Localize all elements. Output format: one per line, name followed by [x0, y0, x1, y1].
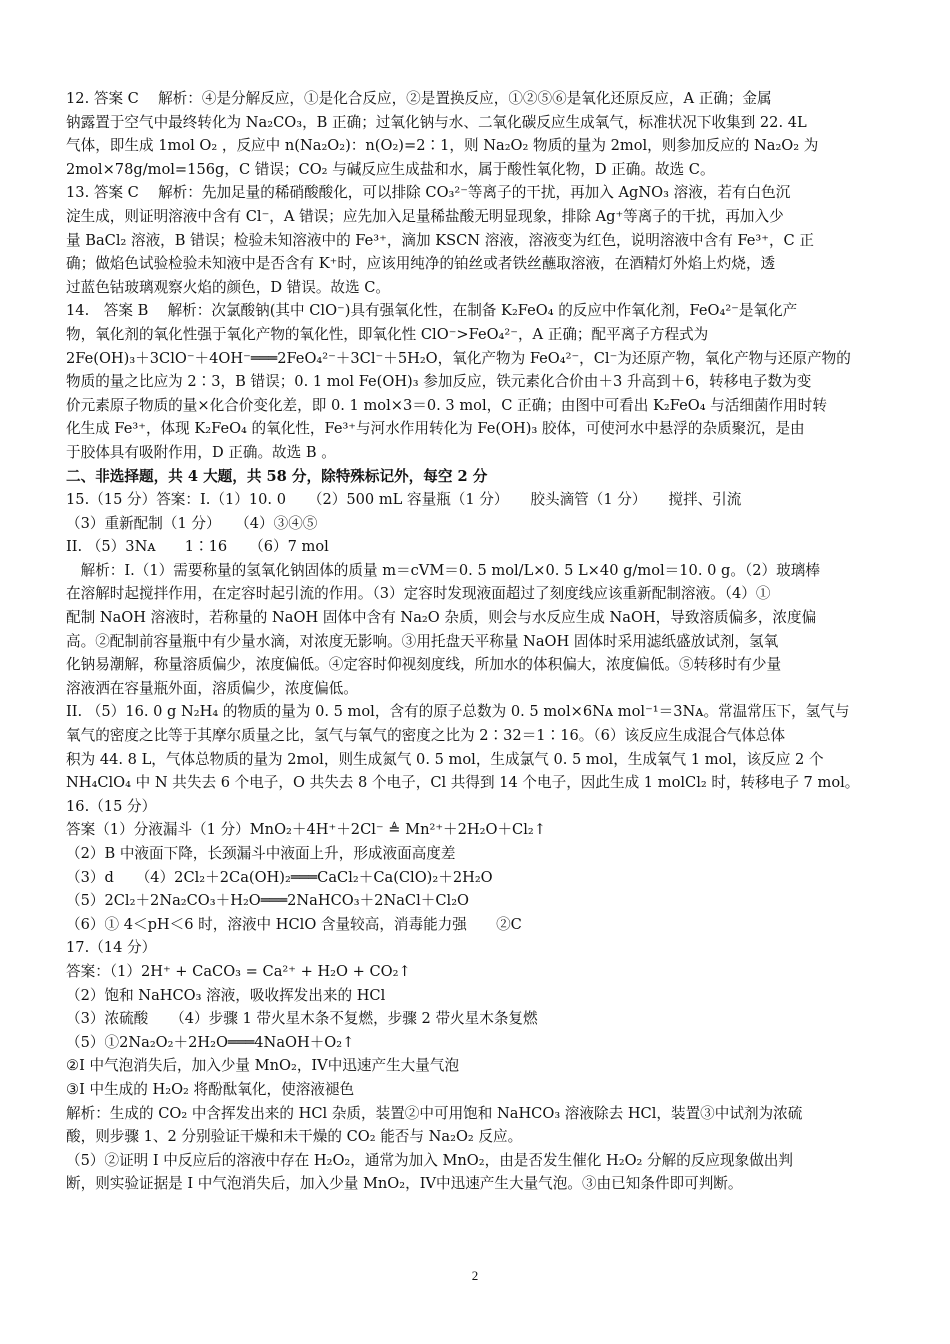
text-line: 在溶解时起搅拌作用，在定容时起引流的作用。（3）定容时发现液面超过了刻度线应该重新配制溶液。（4）① — [66, 585, 771, 603]
text-line: 过蓝色钴玻璃观察火焰的颜色，D 错误。故选 C。 — [66, 278, 391, 296]
text-line: （3）d （4）2Cl₂＋2Ca(OH)₂═══CaCl₂＋Ca(ClO)₂＋2H₂O — [66, 868, 493, 886]
text-line: （5）2Cl₂＋2Na₂CO₃＋H₂O═══2NaHCO₃＋2NaCl＋Cl₂O — [66, 892, 470, 910]
text-line: 答案：（1）2H⁺ + CaCO₃ = Ca²⁺ + H₂O + CO₂↑ — [66, 962, 411, 980]
text-line: （5）②证明 I 中反应后的溶液中存在 H₂O₂，通常为加入 MnO₂，由是否发生催化 H₂O₂ 分解的反应现象做出判 — [66, 1151, 793, 1169]
text-line: （2）B 中液面下降，长颈漏斗中液面上升，形成液面高度差 — [66, 845, 456, 862]
text-line: （5）①2Na₂O₂＋2H₂O═══4NaOH＋O₂↑ — [66, 1033, 355, 1051]
text-line: 12. 答案 C 解析：④是分解反应，①是化合反应，②是置换反应，①②⑤⑥是氧化还原反应，A 正确；金属 — [66, 90, 772, 107]
text-line: 17.（14 分） — [66, 939, 157, 957]
text-line: 溶液洒在容量瓶外面，溶质偏少，浓度偏低。 — [66, 679, 358, 697]
page-number: 2 — [471, 1268, 479, 1283]
text-line: 16.（15 分） — [66, 797, 157, 815]
text-line: 于胶体具有吸附作用，D 正确。故选 B 。 — [66, 443, 336, 461]
text-line: 钠露置于空气中最终转化为 Na₂CO₃，B 正确；过氧化钠与水、二氧化碳反应生成氧气，标准状况下收集到 22. 4L — [66, 113, 807, 131]
text-line: 确；做焰色试验检验未知液中是否含有 K⁺时，应该用纯净的铂丝或者铁丝蘸取溶液，在酒精灯外焰上灼烧，透 — [66, 255, 776, 273]
text-line: 量 BaCl₂ 溶液，B 错误；检验未知溶液中的 Fe³⁺，滴加 KSCN 溶液，溶液变为红色，说明溶液中含有 Fe³⁺，C 正 — [66, 231, 814, 249]
text-line: 13. 答案 C 解析：先加足量的稀硝酸酸化，可以排除 CO₃²⁻等离子的干扰，再加入 AgNO₃ 溶液，若有白色沉 — [66, 184, 791, 202]
text-line: 解析：生成的 CO₂ 中含挥发出来的 HCl 杂质，装置②中可用饱和 NaHCO₃ 溶液除去 HCl，装置③中试剂为浓硫 — [66, 1104, 803, 1122]
text-line: 物，氧化剂的氧化性强于氧化产物的氧化性，即氧化性 ClO⁻>FeO₄²⁻，A 正确；配平离子方程式为 — [66, 325, 709, 343]
text-line: 气体，即生成 1mol O₂ ，反应中 n(Na₂O₂)：n(O₂)=2∶1，则 Na₂O₂ 物质的量为 2mol，则参加反应的 Na₂O₂ 为 — [66, 137, 819, 155]
text-line: II. （5）16. 0 g N₂H₄ 的物质的量为 0. 5 mol，含有的原子总数为 0. 5 mol×6Nᴀ mol⁻¹＝3Nᴀ。常温常压下，氢气与 — [66, 703, 850, 721]
text-line: 高。②配制前容量瓶中有少量水滴，对浓度无影响。③用托盘天平称量 NaOH 固体时采用滤纸盛放试剂，氢氧 — [66, 632, 779, 650]
text-line: 酸，则步骤 1、2 分别验证干燥和未干燥的 CO₂ 能否与 Na₂O₂ 反应。 — [66, 1128, 523, 1146]
text-line: （2）饱和 NaHCO₃ 溶液，吸收挥发出来的 HCl — [66, 986, 386, 1004]
text-line: 配制 NaOH 溶液时，若称量的 NaOH 固体中含有 Na₂O 杂质，则会与水反应生成 NaOH，导致溶质偏多，浓度偏 — [66, 609, 817, 627]
text-line: 淀生成，则证明溶液中含有 Cl⁻，A 错误；应先加入足量稀盐酸无明显现象，排除 Ag⁺等离子的干扰，再加入少 — [66, 207, 784, 225]
answer-text-body — [66, 87, 886, 1196]
text-line: ②I 中气泡消失后，加入少量 MnO₂，IV中迅速产生大量气泡 — [66, 1057, 460, 1075]
text-line: 15.（15 分）答案：I.（1）10. 0 （2）500 mL 容量瓶（1 分） 胶头滴管（1 分） 搅拌、引流 — [66, 491, 742, 509]
text-line: 化生成 Fe³⁺，体现 K₂FeO₄ 的氧化性，Fe³⁺与河水作用转化为 Fe(OH)₃ 胶体，可使河水中悬浮的杂质聚沉，是由 — [66, 420, 805, 438]
text-line: 解析：I.（1）需要称量的氢氧化钠固体的质量 m＝cVM＝0. 5 mol/L×0. 5 L×40 g/mol＝10. 0 g。（2）玻璃棒 — [66, 561, 820, 579]
section-heading: 二、非选择题，共 4 大题，共 58 分，除特殊标记外，每空 2 分 — [66, 467, 488, 485]
text-line: 积为 44. 8 L，气体总物质的量为 2mol，则生成氮气 0. 5 mol，生成氯气 0. 5 mol，生成氧气 1 mol，该反应 2 个 — [66, 750, 824, 768]
text-line: （3）浓硫酸 （4）步骤 1 带火星木条不复燃，步骤 2 带火星木条复燃 — [66, 1010, 538, 1028]
text-line: NH₄ClO₄ 中 N 共失去 6 个电子，O 共失去 8 个电子，Cl 共得到 14 个电子，因此生成 1 molCl₂ 时，转移电子 7 mol。 — [66, 774, 860, 792]
text-line: 化钠易潮解，称量溶质偏少，浓度偏低。④定容时仰视刻度线，所加水的体积偏大，浓度偏低。⑤转移时有少量 — [66, 656, 782, 674]
text-line: 2mol×78g/mol=156g，C 错误；CO₂ 与碱反应生成盐和水，属于酸性氧化物，D 正确。故选 C。 — [66, 160, 715, 178]
text-line: （6）① 4＜pH＜6 时，溶液中 HClO 含量较高，消毒能力强 ②C — [66, 915, 522, 933]
text-line: 14. 答案 B 解析：次氯酸钠(其中 ClO⁻)具有强氧化性，在制备 K₂FeO₄ 的反应中作氧化剂，FeO₄²⁻是氧化产 — [66, 302, 798, 320]
text-line: ③I 中生成的 H₂O₂ 将酚酞氧化，使溶液褪色 — [66, 1080, 355, 1098]
text-line: 氧气的密度之比等于其摩尔质量之比，氢气与氧气的密度之比为 2∶32＝1∶16。（6）该反应生成混合气体总体 — [66, 727, 786, 745]
text-line: 答案（1）分液漏斗（1 分）MnO₂＋4H⁺＋2Cl⁻ ≜ Mn²⁺＋2H₂O＋Cl₂↑ — [66, 821, 546, 839]
text-line: （3）重新配制（1 分） （4）③④⑤ — [66, 514, 318, 532]
text-line: 断，则实验证据是 I 中气泡消失后，加入少量 MnO₂，IV中迅速产生大量气泡。③由已知条件即可判断。 — [66, 1175, 743, 1193]
text-line: II. （5）3Nᴀ 1∶16 （6）7 mol — [66, 538, 329, 556]
text-line: 物质的量之比应为 2∶3，B 错误；0. 1 mol Fe(OH)₃ 参加反应，铁元素化合价由＋3 升高到＋6，转移电子数为变 — [66, 373, 812, 391]
text-line: 2Fe(OH)₃＋3ClO⁻＋4OH⁻═══2FeO₄²⁻＋3Cl⁻＋5H₂O，氧化产物为 FeO₄²⁻，Cl⁻为还原产物，氧化产物与还原产物的 — [66, 349, 851, 367]
text-line: 价元素原子物质的量×化合价变化差，即 0. 1 mol×3＝0. 3 mol，C 正确；由图中可看出 K₂FeO₄ 与活细菌作用时转 — [66, 396, 827, 414]
